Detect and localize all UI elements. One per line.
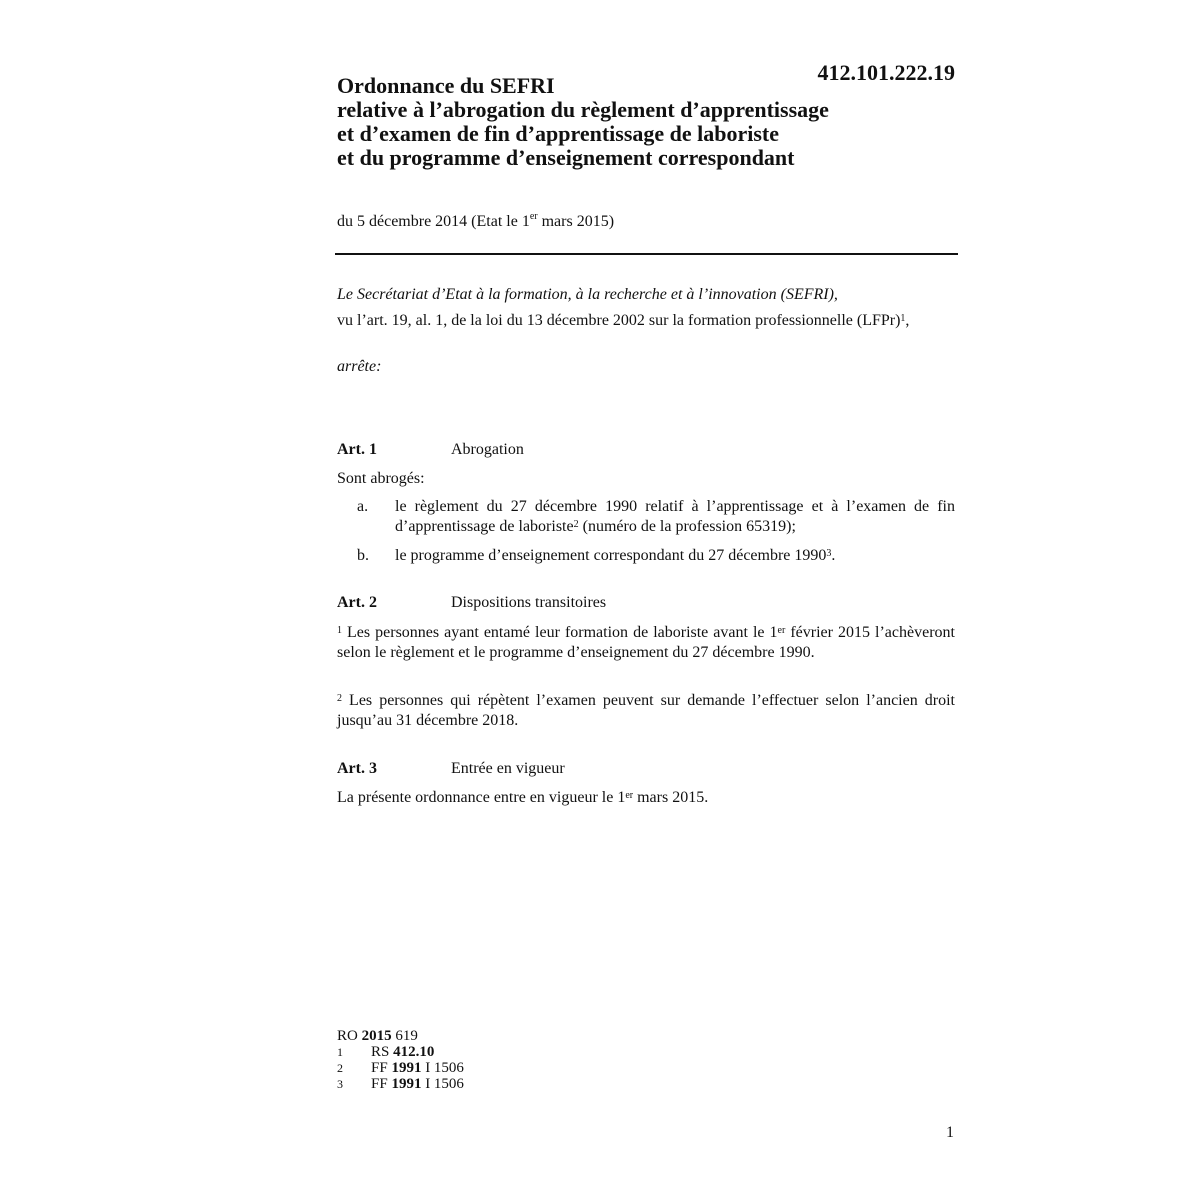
article-number: Art. 3 bbox=[337, 760, 377, 777]
list-text: le règlement du 27 décembre 1990 relatif à l’apprentissage et à l’examen de fin d’apprentissage de laboriste$^2$ (numéro de la profession 65319); bbox=[395, 498, 955, 535]
footnote-item: 2 FF 1991 I 1506 bbox=[337, 1060, 464, 1076]
footnote-item: 3 FF 1991 I 1506 bbox=[337, 1076, 464, 1092]
footnotes bbox=[337, 1028, 464, 1092]
article-2-heading bbox=[337, 594, 955, 612]
article-3-heading bbox=[337, 760, 955, 778]
footnote-item: 1 RS 412.10 bbox=[337, 1044, 435, 1060]
list-label: a. bbox=[357, 498, 369, 515]
footnote-number: 2 bbox=[337, 1061, 343, 1075]
systematic-number: 412.101.222.19 bbox=[817, 60, 955, 85]
footnote-number: 3 bbox=[337, 1077, 343, 1091]
preamble-basis: vu l’art. 19, al. 1, de la loi du 13 décembre 2002 sur la formation professionnelle (LFPr)$^1$, bbox=[337, 312, 910, 329]
title-line: Ordonnance du SEFRI bbox=[337, 73, 555, 98]
article-title: Entrée en vigueur bbox=[451, 760, 565, 777]
document-title bbox=[337, 74, 957, 170]
title-line: et du programme d’enseignement correspondant bbox=[337, 145, 795, 170]
list-item bbox=[357, 546, 955, 566]
ro-reference: RO 2015 619 bbox=[337, 1028, 418, 1044]
article-1-heading bbox=[337, 441, 955, 459]
article-title: Dispositions transitoires bbox=[451, 594, 607, 611]
paragraph-number: 2 bbox=[337, 693, 342, 704]
article-number: Art. 1 bbox=[337, 441, 377, 458]
preamble-decree: arrête: bbox=[337, 358, 382, 375]
footnote-ref[interactable]: 3 bbox=[826, 548, 832, 559]
page-number: 1 bbox=[946, 1124, 954, 1141]
title-line: relative à l’abrogation du règlement d’apprentissage bbox=[337, 97, 829, 122]
article-number: Art. 2 bbox=[337, 594, 377, 611]
document-date: du 5 décembre 2014 (Etat le 1er mars 2015) bbox=[337, 211, 615, 230]
title-line: et d’examen de fin d’apprentissage de laboriste bbox=[337, 121, 780, 146]
list-text: le programme d’enseignement correspondant du 27 décembre 1990$^3$. bbox=[395, 547, 836, 564]
article-2-paragraph-2: $^2$ Les personnes qui répètent l’examen peuvent sur demande l’effectuer selon l’ancien droit jusqu’au 31 décembre 2018. bbox=[337, 692, 955, 729]
article-1-intro: Sont abrogés: bbox=[337, 470, 425, 487]
article-2-paragraph-1: $^1$ Les personnes ayant entamé leur formation de laboriste avant le 1er février 2015 l’achèveront selon le règlement et le programme d’enseignement du 27 décembre 1990. bbox=[337, 624, 955, 661]
list-label: b. bbox=[357, 547, 369, 564]
preamble-authority: Le Secrétariat d’Etat à la formation, à la recherche et à l’innovation (SEFRI), bbox=[337, 286, 838, 303]
footnote-number: 1 bbox=[337, 1045, 343, 1059]
header-divider bbox=[335, 253, 958, 255]
paragraph-number: 1 bbox=[337, 625, 342, 636]
footnote-ref[interactable]: 1 bbox=[900, 313, 906, 324]
article-3-text: La présente ordonnance entre en vigueur le 1er mars 2015. bbox=[337, 789, 709, 806]
list-item bbox=[357, 497, 955, 537]
article-title: Abrogation bbox=[451, 441, 524, 458]
footnote-ref[interactable]: 2 bbox=[573, 519, 579, 530]
